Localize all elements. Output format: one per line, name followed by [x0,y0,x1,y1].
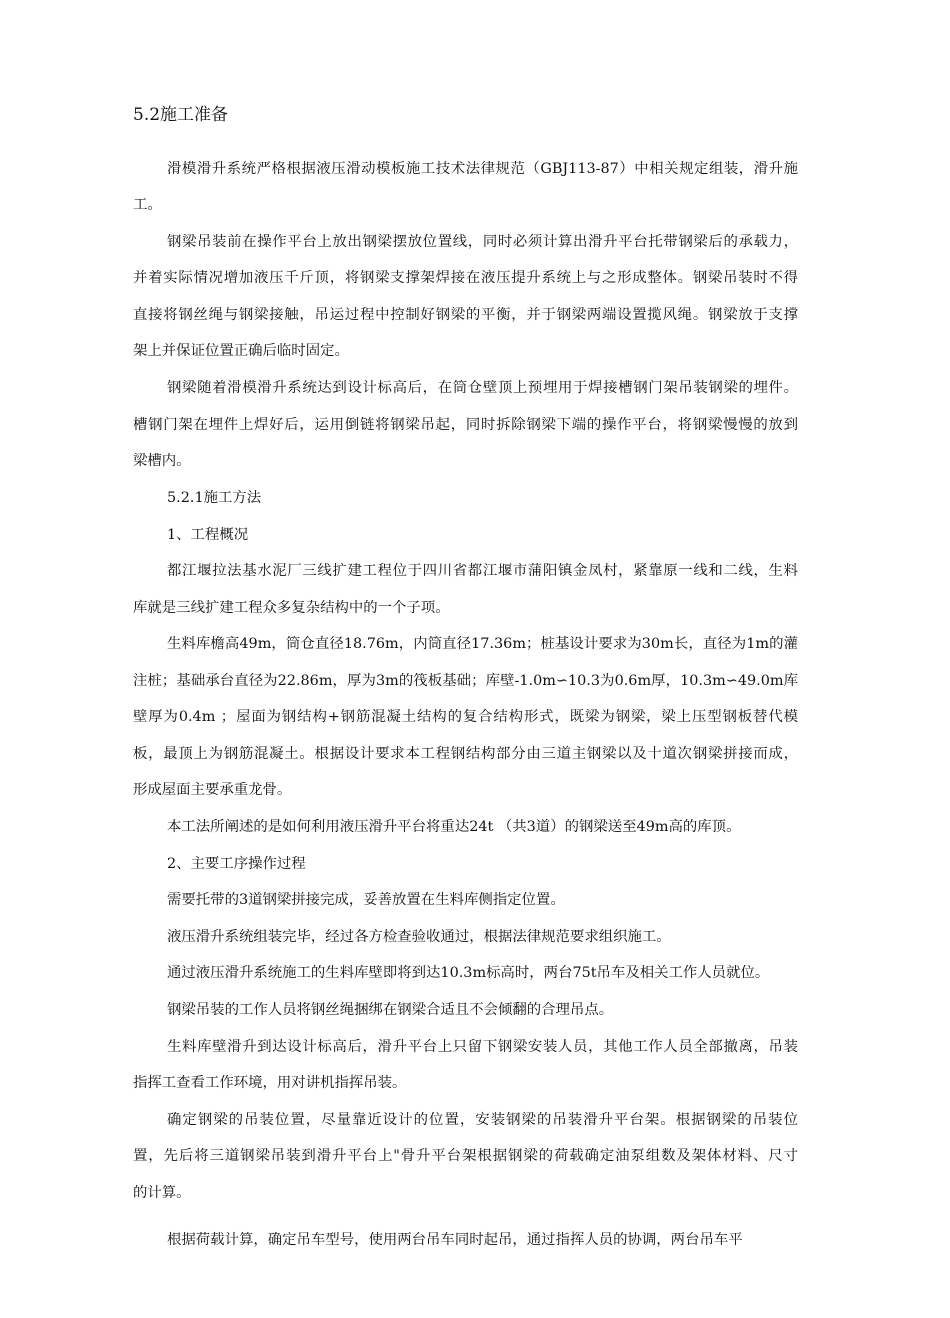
paragraph-line: 壁厚为0.4m ；屋面为钢结构+钢筋混凝土结构的复合结构形式，既梁为钢梁，梁上压型钢板替代模 [133,709,798,725]
paragraph-line: 板，最顶上为钢筋混凝土。根据设计要求本工程钢结构部分由三道主钢梁以及十道次钢梁拼接而成， [133,746,798,762]
paragraph-line: 梁槽内。 [133,453,191,469]
paragraph-line: 都江堰拉法基水泥厂三线扩建工程位于四川省都江堰市蒲阳镇金凤村，紧靠原一线和二线，生料 [167,563,798,579]
paragraph-line: 钢梁吊装的工作人员将钢丝绳捆绑在钢梁合适且不会倾翻的合理吊点。 [167,1002,614,1018]
item-heading: 2、主要工序操作过程 [167,856,306,872]
item-heading: 1、工程概况 [167,527,249,543]
paragraph-line: 需要托带的3道钢梁拼接完成，妥善放置在生料库侧指定位置。 [167,892,565,908]
section-heading: 5.2施工准备 [133,105,229,125]
paragraph-line: 注桩；基础承台直径为22.86m，厚为3m的筏板基础；库壁-1.0m∽10.3为0.6m厚，10.3m∽49.0m库 [133,673,798,689]
paragraph-line: 本工法所阐述的是如何利用液压滑升平台将重达24t （共3道）的钢梁送至49m高的库顶。 [167,819,741,835]
paragraph-line: 指挥工查看工作环境，用对讲机指挥吊装。 [133,1075,407,1091]
paragraph-line: 液压滑升系统组装完毕，经过各方检查验收通过，根据法律规范要求组织施工。 [167,929,671,945]
paragraph-line: 库就是三线扩建工程众多复杂结构中的一个子项。 [133,600,450,616]
paragraph-line: 架上并保证位置正确后临时固定。 [133,343,349,359]
paragraph-line: 形成屋面主要承重龙骨。 [133,782,292,798]
paragraph-line: 确定钢梁的吊装位置，尽量靠近设计的位置，安装钢梁的吊装滑升平台架。根据钢梁的吊装位 [167,1112,798,1128]
subsection-heading: 5.2.1施工方法 [167,490,262,506]
paragraph-line: 生料库檐高49m，筒仓直径18.76m，内筒直径17.36m；桩基设计要求为30m长，直径为1m的灌 [167,636,798,652]
paragraph-line: 滑模滑升系统严格根据液压滑动模板施工技术法律规范（GBJ113-87）中相关规定组装，滑升施 [167,161,798,177]
paragraph-line: 并着实际情况增加液压千斤顶，将钢梁支撑架焊接在液压提升系统上与之形成整体。钢梁吊装时不得 [133,270,798,286]
paragraph-line: 生料库壁滑升到达设计标高后，滑升平台上只留下钢梁安装人员，其他工作人员全部撤离，吊装 [167,1039,798,1055]
paragraph-line: 钢梁吊装前在操作平台上放出钢梁摆放位置线，同时必须计算出滑升平台托带钢梁后的承载力， [167,234,798,250]
paragraph-line: 根据荷载计算，确定吊车型号，使用两台吊车同时起吊，通过指挥人员的协调，两台吊车平 [167,1232,743,1248]
paragraph-line: 槽钢门架在埋件上焊好后，运用倒链将钢梁吊起，同时拆除钢梁下端的操作平台，将钢梁慢慢的放到 [133,417,798,433]
paragraph-line: 的计算。 [133,1185,191,1201]
paragraph-line: 直接将钢丝绳与钢梁接触，吊运过程中控制好钢梁的平衡，并于钢梁两端设置揽风绳。钢梁放于支撑 [133,307,798,323]
paragraph-line: 通过液压滑升系统施工的生料库壁即将到达10.3m标高时，两台75t吊车及相关工作人员就位。 [167,965,770,981]
paragraph-line: 置，先后将三道钢梁吊装到滑升平台上"骨升平台架根据钢梁的荷载确定油泵组数及架体材料、尺寸 [133,1148,798,1164]
paragraph-line: 钢梁随着滑模滑升系统达到设计标高后，在筒仓壁顶上预埋用于焊接槽钢门架吊装钢梁的埋件。 [167,380,798,396]
paragraph-line: 工。 [133,197,162,213]
